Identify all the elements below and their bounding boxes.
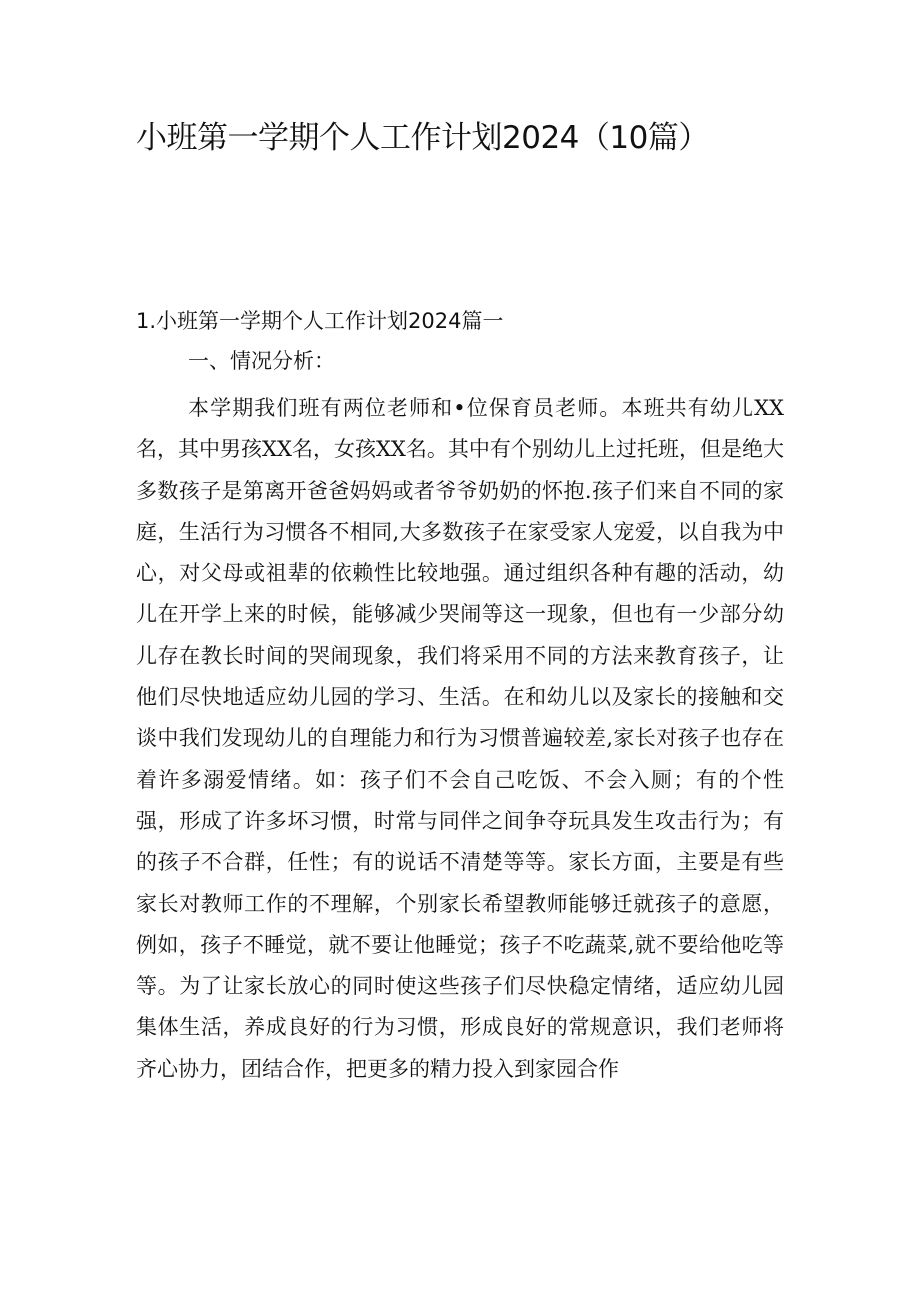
document-title: 小班第一学期个人工作计划2024（10篇） (136, 120, 709, 156)
body-paragraph: 本学期我们班有两位老师和•位保育员老师。本班共有幼儿XX名，其中男孩XX名，女孩XX名。其中有个别幼儿上过托班，但是绝大多数孩子是第离开爸爸妈妈或者爷爷奶奶的怀抱.孩子们来自不同的家庭，生活行为习惯各不相同,大多数孩子在家受家人宠爱，以自我为中心，对父母或祖辈的依赖性比较地强。通过组织各种有趣的活动，幼儿在开学上来的时候，能够减少哭闹等这一现象，但也有一少部分幼儿存在教长时间的哭闹现象，我们将采用不同的方法来教育孩子，让他们尽快地适应幼儿园的学习、生活。在和幼儿以及家长的接触和交谈中我们发现幼儿的自理能力和行为习惯普遍较差,家长对孩子也存在着许多溺爱情绪。如：孩子们不会自己吃饭、不会入厕；有的个性强，形成了许多坏习惯，时常与同伴之间争夺玩具发生攻击行为；有的孩子不合群，任性；有的说话不清楚等等。家长方面，主要是有些家长对教师工作的不理解，个别家长希望教师能够迁就孩子的意愿，例如，孩子不睡觉，就不要让他睡觉；孩子不吃蔬菜,就不要给他吃等等。为了让家长放心的同时使这些孩子们尽快稳定情绪，适应幼儿园集体生活，养成良好的行为习惯，形成良好的常规意识，我们老师将齐心协力，团结合作，把更多的精力投入到家园合作 (136, 396, 784, 1081)
section-heading: 1.小班第一学期个人工作计划2024篇一 (136, 309, 504, 333)
analysis-subheading: 一、情况分析： (188, 349, 335, 373)
